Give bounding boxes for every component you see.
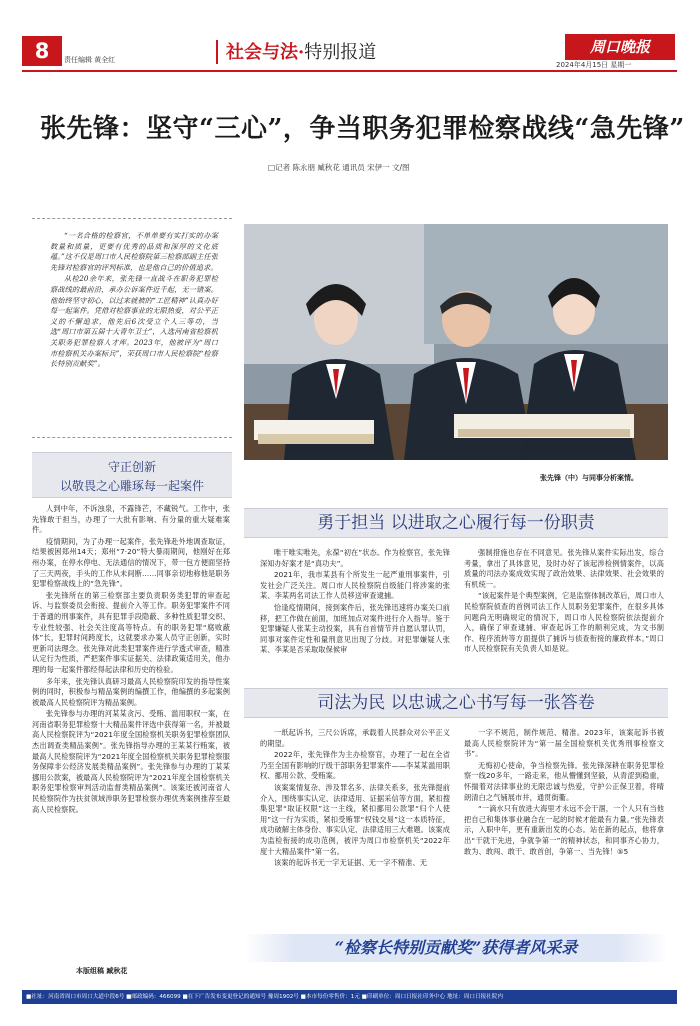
bottom-paragraph: 该案案情复杂、涉及罪名多、法律关系多，张先锋提前介入，围绕事实认定、法律适用、证据采信等方面，紧扣搜集犯罪“取证权限”这一主线，紧扣挪用公款罪“归个人使用”这一行为实质，紧扣受贿罪“权钱交易”这一本质特征，成功破解主体身份、事实认定、法律适用三大难题。该案成为监检衔接的成功范例，被评为周口市检察机关“2022年度十大精品案件”第一名。 — [260, 782, 450, 856]
banner-text: “检察长特别贡献奖”获得者风采录 — [334, 938, 578, 957]
mid-column-1 — [260, 548, 450, 676]
left-section-title-bar — [32, 452, 232, 498]
mid-paragraph: 强制措施也存在不同意见。张先锋从案件实际出发，综合考量，拿出了具体意见，及时办好了该起涉检例情案件，以高质量的司法办案成效实现了政治效果、法律效果、社会效果的有机统一。 — [464, 548, 664, 589]
intro-paragraph: 从检20余年来，张先锋一直战斗在职务犯罪检察战线的最前沿，承办公诉案件近千起，无一错案。他始终坚守初心，以过来就被的“工匠精神”认真办好每一起案件。凭借对检察事业的无限热爱，对公平正义的不懈追求，他先后6次受立个人三等功，当选“周口市第五届十大青年卫士”，入选河南省检察机关职务犯罪检察人才库。2023年，他被评为“周口市检察机关办案标兵”，荣获周口市人民检察院“检察长特别贡献奖”。 — [50, 274, 218, 369]
section-name: 社会与法 — [226, 42, 298, 63]
mid-paragraph: 2021年，我市某县有个所发生一起严重刑事案件，引发社会广泛关注。周口市人民检察院自级能门将涉案的张某、李某两名司法工作人员移送审查逮捕。 — [260, 570, 450, 601]
bottom-column-1 — [260, 728, 450, 934]
brand-name: 周口晚报 — [589, 38, 650, 56]
left-paragraph: 疫情期间，为了办理一起案件，张先锋赴外地调查取证，结果被困郑州14天；郑州“7·20”特大暴雨期间，他刚好在郑州办案，在停水停电、无法通信的情况下，带一包方便面坚持了三天两夜，手头的工作从未间断……同事亲切地称他是职务犯罪检察战线上的“急先锋”。 — [32, 536, 230, 589]
bottom-section-title: 司法为民 以忠诚之心书写每一张答卷 — [317, 693, 595, 713]
mid-column-2 — [464, 548, 664, 676]
section-dot: · — [298, 42, 305, 63]
section-heading — [226, 38, 376, 64]
bottom-paragraph: 一纸起诉书，三尺公诉席，承载着人民群众对公平正义的期望。 — [260, 728, 450, 748]
bottom-paragraph: 2022年，张先锋作为主办检察官，办理了一起在全省乃至全国有影响的厅级干部职务犯罪案件——李某某滥用职权、挪用公款、受贿案。 — [260, 750, 450, 781]
photo-credit: 本版组稿 臧秋花 — [76, 967, 128, 975]
headline: 张先锋：坚守“三心”，争当职务犯罪检察战线“急先锋” — [40, 114, 685, 144]
left-section-title-line2: 以敬畏之心雕琢每一起案件 — [59, 479, 204, 493]
bottom-section-title-bar — [244, 688, 668, 718]
banner — [244, 934, 668, 962]
left-paragraph: 张先锋参与办理的河某某贪污、受贿、滥用职权一案，在河南省职务犯罪检察十大精品案件评选中获得第一名，并被最高人民检察院评为“2021年度全国检察机关职务犯罪检察团队杰出调查类精品案例”。张先锋指导办理的王某某行贿案，被最高人民检察院评为“2021年度全国检察机关职务犯罪检察服务保障非公经济发展类精品案例”。张先锋参与办理的丁某某挪用公款案，被最高人民检察院评为“2021年度全国检察机关职务犯罪检察审判活动监督类精品案例”。该案还被河南省人民检察院作为扶贫领域涉职务犯罪检察办理优秀案例推荐至最高人民检察院。 — [32, 709, 230, 814]
left-paragraph: 张先锋所在的第三检察部主要负责职务类犯罪的审查起诉、与监察委员会衔接、提前介入等工作。职务犯罪案件不同于普通的刑事案件，具有犯罪手段隐蔽、多种性质犯罪交织、专业性较强、社会关注度高等特点。有的职务犯罪“腐败蔽体”长，犯罪时间跨度长，这就要求办案人员守正创新，实时更新司法理念。张先锋对此类犯罪案件进行学透式审查，精准认定行为性质，严把案件事实证据关、法律政策适用关，他办理的每一起案件都经得起法律和历史的检验。 — [32, 590, 230, 674]
mid-paragraph: 唯干唯实唯先，永葆“初在”状态。作为检察官，张先锋深知办好案才是“真功夫”。 — [260, 548, 450, 568]
header-divider — [216, 40, 218, 64]
brand-logo — [565, 34, 675, 60]
mid-section-title-bar — [244, 508, 668, 538]
photo-caption: 张先锋（中）与同事分析案情。 — [540, 474, 638, 482]
bottom-column-2 — [464, 728, 664, 934]
date-line: 2024年4月15日 星期一 — [556, 61, 632, 69]
footer-bar — [22, 990, 677, 1004]
article-photo — [244, 224, 668, 460]
intro-box — [32, 218, 232, 438]
left-paragraph: 人到中年，不诉浊泉，不露锋芒，不藏锐气。工作中，张先锋敢于担当，办理了一大批有影响、有分量的重大疑难案件。 — [32, 504, 230, 535]
bottom-paragraph: 一字不规范，制作规范、精准。2023年，该案起诉书被最高人民检察院评为“第一届全国检察机关优秀刑事检察文书”。 — [464, 728, 664, 759]
mid-paragraph: 恰逢疫情期间，接到案件后，张先锋迅速将办案关口前移，把工作做在前面，加班加点对案件进行介入指导。鉴于犯罪嫌疑人张某主动投案，具有自首情节并自愿认罪认罚，同事对案件定性和量刑意见出现了分歧。对犯罪嫌疑人张某、李某是否采取取保候审 — [260, 602, 450, 655]
footer-text: ■社址：河南省周口市周口大道中段6号 ■邮政编码：466099 ■在下广告发布变更登记的通知号 豫周1902号 ■本市每份零售价：1元 ■印刷单位：周口日报社印务中心 地址：周口日报社院内 — [26, 994, 503, 1000]
mid-paragraph: “该起案件是个典型案例，它是监察体制改革后，周口市人民检察院侦查的首例司法工作人员职务犯罪案件，在很多具体问题尚无明确规定的情况下，周口市人民检察院依法提前介入，确保了审查逮捕、审查起诉工作的顺利完成，为文书制作、程序流转等方面提供了捕诉与侦查衔接的廉政样本。”周口市人民检察院有关负责人如是说。 — [464, 591, 664, 654]
page-number-badge — [22, 36, 62, 66]
header-rule — [22, 70, 677, 72]
byline: □记者 陈永朋 臧秋花 通讯员 宋伊一 文/图 — [268, 163, 410, 172]
left-section-title-line1: 守正创新 — [107, 460, 156, 474]
bottom-paragraph: 无悔初心使命，争当检察先锋。张先锋深耕在职务犯罪检察一线20多年，一路走来，他从懵懂到坚毅，从青涩到稳重，怀揣着对法律事业的无限忠诚与热爱，守护公正保卫着，将晴朗清白之气铺展市井，通贯街衢。 — [464, 760, 664, 802]
section-special: 特别报道 — [304, 42, 377, 63]
left-column — [32, 504, 230, 944]
page-number: 8 — [34, 39, 50, 63]
left-paragraph: 多年来，张先锋认真研习最高人民检察院印发的指导性案例的同时，积极参与精品案例的编撰工作，他编撰的多起案例被最高人民检察院评为精品案例。 — [32, 676, 230, 707]
intro-quote: “一名合格的检察官，不单单要有实打实的办案数量和质量，更要有优秀的品质和深厚的文化底蕴。”这不仅是周口市人民检察院第三检察部副主任张先锋对检察官的评判标准，也是他自己的价值追求。 — [50, 231, 218, 272]
bottom-paragraph: “一滴水只有放进大海里才永远不会干涸，一个人只有当他把自己和集体事业融合在一起的时候才能最有力量。”张先锋表示，入职中年，更有重新出发的心态。站在新的起点，他将拿出“干就干先进，争就争第一”的精神状态，和同事齐心协力，敢为、敢闯、敢干、敢首创，争第一、当先锋！⑤5 — [464, 804, 664, 856]
bottom-paragraph: 该案的起诉书无一字无证据、无一字不精准、无 — [274, 858, 428, 868]
mid-section-title: 勇于担当 以进取之心履行每一份职责 — [317, 513, 595, 533]
editor-line: 责任编辑 黄全红 — [64, 56, 116, 64]
